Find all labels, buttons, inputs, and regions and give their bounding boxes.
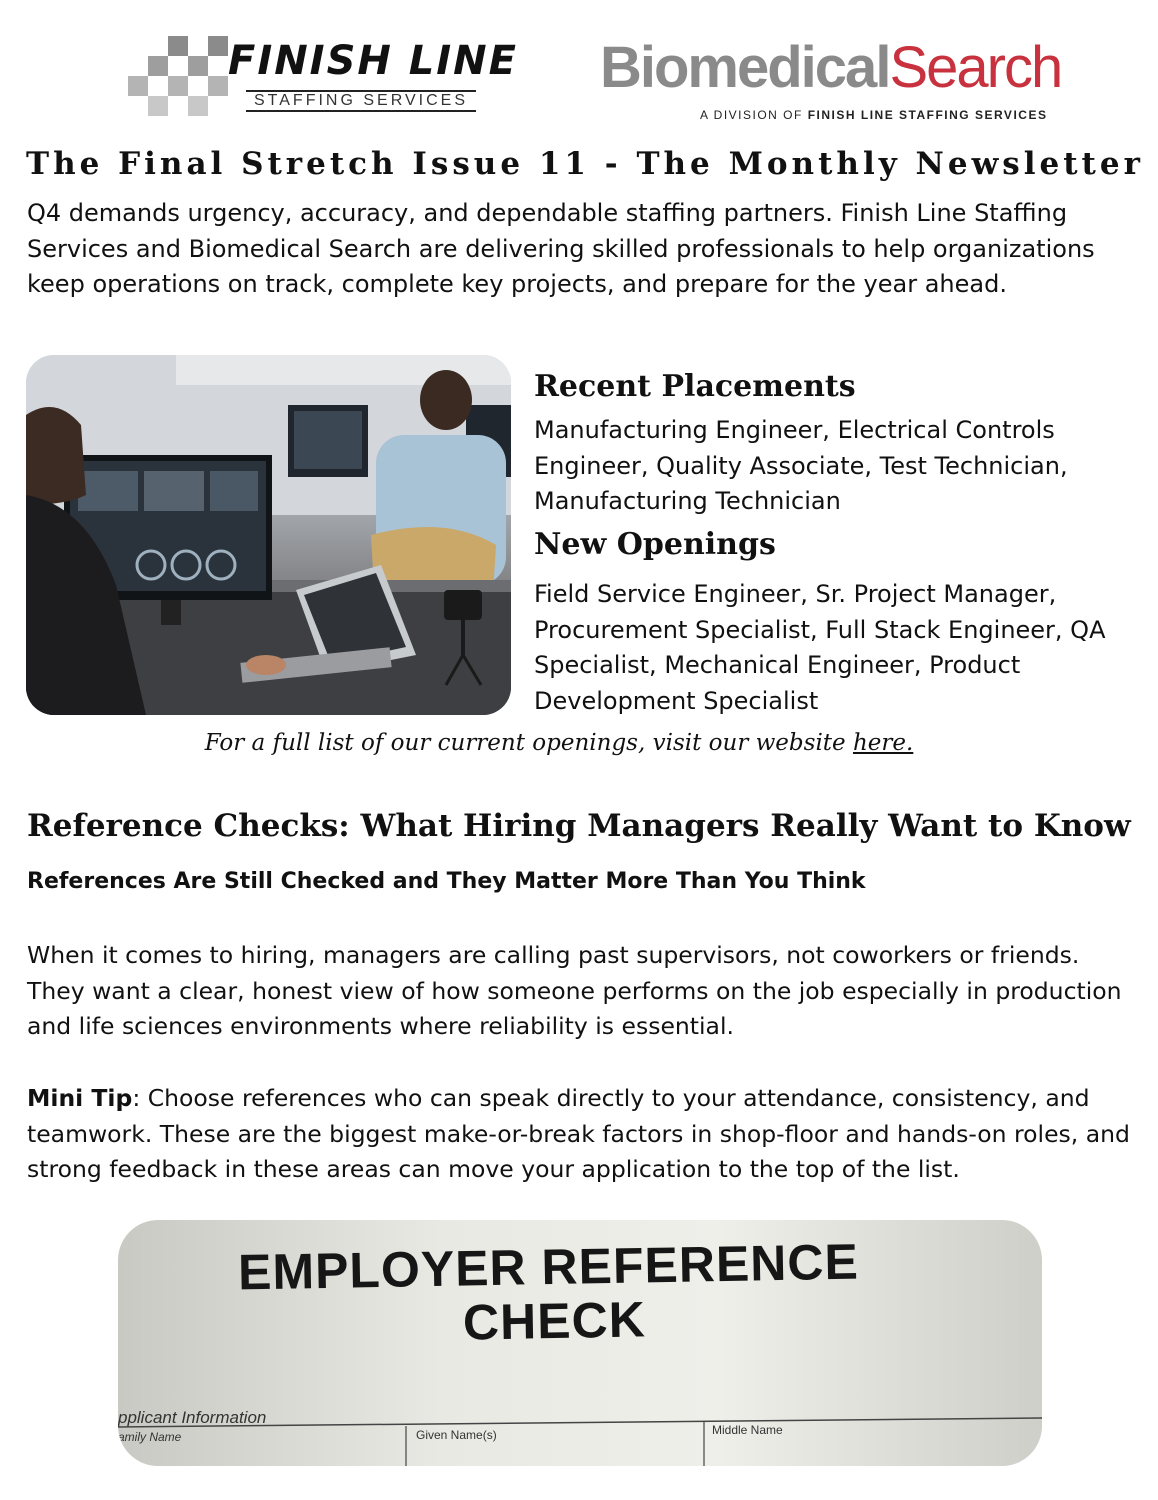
finish-line-logo xyxy=(128,36,518,122)
new-openings-list: Field Service Engineer, Sr. Project Manager, Procurement Specialist, Full Stack Engineer, QA Specialist, Mechanical Engineer, Product Development Specialist xyxy=(534,580,1106,715)
form-field-middle-name: Middle Name xyxy=(712,1423,783,1437)
office-workstation-photo xyxy=(26,355,511,715)
mini-tip-paragraph: Mini Tip: Choose references who can speak directly to your attendance, consistency, and teamwork. These are the biggest make-or-break factors in shop-floor and hands-on roles, and strong feedback in these areas can move your application to the top of the list. xyxy=(27,1084,1130,1183)
recent-placements-list: Manufacturing Engineer, Electrical Controls Engineer, Quality Associate, Test Technician, Manufacturing Technician xyxy=(534,416,1068,515)
form-field-family-name: amily Name xyxy=(118,1430,182,1444)
form-section-label: pplicant Information xyxy=(118,1408,267,1427)
biomedical-division-line: A DIVISION OF FINISH LINE STAFFING SERVICES xyxy=(700,108,1048,122)
recent-placements-heading: Recent Placements xyxy=(534,369,856,404)
checkered-flag-icon xyxy=(128,36,228,116)
full-list-note: For a full list of our current openings, visit our website here. xyxy=(204,730,914,756)
form-field-given-names: Given Name(s) xyxy=(416,1428,497,1442)
biomedical-search-logo-name: BiomedicalSearch xyxy=(600,35,1062,100)
form-title-line2: CHECK xyxy=(462,1291,647,1351)
finish-line-logo-title: FINISH LINE xyxy=(228,38,518,84)
website-link[interactable]: here. xyxy=(852,730,914,756)
reference-checks-subheading: References Are Still Checked and They Matter More Than You Think xyxy=(27,869,866,894)
employer-reference-form-photo xyxy=(118,1220,1042,1466)
intro-paragraph: Q4 demands urgency, accuracy, and dependable staffing partners. Finish Line Staffing Services and Biomedical Search are delivering skilled professionals to help organizations keep operations on track, complete key projects, and prepare for the year ahead. xyxy=(27,199,1095,298)
new-openings-heading: New Openings xyxy=(534,527,776,562)
form-title-line1: EMPLOYER REFERENCE xyxy=(237,1233,860,1301)
reference-paragraph: When it comes to hiring, managers are calling past supervisors, not coworkers or friends. They want a clear, honest view of how someone performs on the job especially in production and life sciences environments where reliability is essential. xyxy=(27,941,1122,1040)
biomedical-search-logo xyxy=(600,36,1100,126)
mini-tip-label: Mini Tip xyxy=(27,1084,133,1112)
finish-line-logo-subtitle: STAFFING SERVICES xyxy=(246,90,476,112)
reference-checks-heading: Reference Checks: What Hiring Managers Really Want to Know xyxy=(27,808,1131,844)
newsletter-title: The Final Stretch Issue 11 - The Monthly Newsletter xyxy=(26,146,1144,182)
